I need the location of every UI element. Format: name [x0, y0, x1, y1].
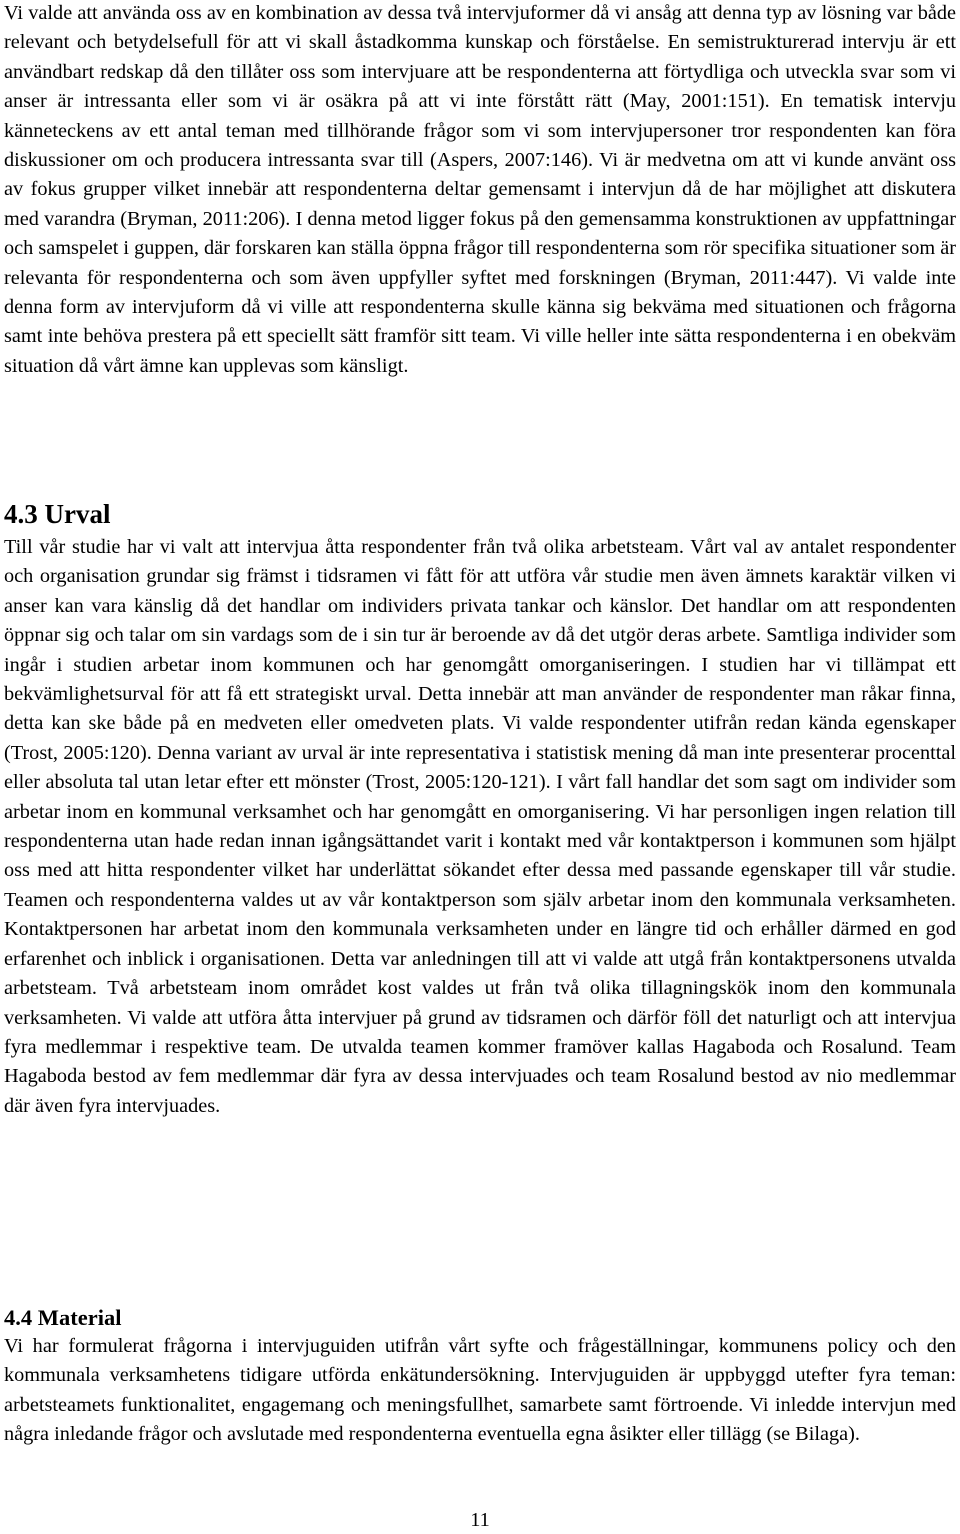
section-heading-material: 4.4 Material [4, 1305, 122, 1330]
body-paragraph-urval: Till vår studie har vi valt att intervjua åtta respondenter från två olika arbetsteam. Vårt val av antalet respondenter och organisation grundar sig främst i tidsramen vi fått för att utföra vår studie men även ämnets karaktär vilken vi anser kan vara känslig då det handlar om individers privata tankar och känslor. Det handlar om att respondenten öppnar sig och talar om sin vardags som de i sin tur är beroende av då det utgör deras arbete. Samtliga individer som ingår i studien arbetar inom kommunen och har genomgått omorganiseringen. I studien har vi tillämpat ett bekvämlighetsurval för att få ett strategiskt urval. Detta innebär att man använder de respondenter man råkar finna, detta kan ske både på en medveten eller omedveten plats. Vi valde respondenter utifrån redan kända egenskaper (Trost, 2005:120). Denna variant av urval är inte representativa i statistisk mening då man inte presenterar procenttal eller absoluta tal utan letar efter ett mönster (Trost, 2005:120-121). I vårt fall handlar det som sagt om individer som arbetar inom en kommunal verksamhet och har genomgått en omorganisering. Vi har personligen ingen relation till respondenterna utan hade redan innan igångsättandet varit i kontakt med vår kontaktperson i kommunen som hjälpt oss med att hitta respondenter vilket har underlättat sökandet efter dessa med passande egenskaper till vår studie. Teamen och respondenterna valdes ut av vår kontaktperson som själv arbetar inom den kommunala verksamheten. Kontaktpersonen har arbetat inom den kommunala verksamheten under en längre tid och erhåller därmed en god erfarenhet och inblick i organisationen. Detta var anledningen till att vi valde att utgå från kontaktpersonens utvalda arbetsteam. Två arbetsteam inom området kost valdes ut från två olika tillagningskök inom den kommunala verksamheten. Vi valde att utföra åtta intervjuer på grund av tidsramen och därför föll det naturligt och att intervjua fyra medlemmar i respektive team. De utvalda teamen kommer framöver kallas Hagaboda och Rosalund. Team Hagaboda bestod av fem medlemmar där fyra av dessa intervjuades och team Rosalund bestod av nio medlemmar där även fyra intervjuades. [4, 536, 956, 1117]
section-heading-urval: 4.3 Urval [4, 499, 111, 529]
page-number: 11 [470, 1509, 490, 1531]
body-paragraph-methods: Vi valde att använda oss av en kombination av dessa två intervjuformer då vi ansåg att denna typ av lösning var både relevant och betydelsefull för att vi skall åstadkomma kunskap och förståelse. En semistrukturerad intervju är ett användbart redskap då den tillåter oss som intervjuare att be respondenterna att förtydliga och utveckla svar som vi anser är intressanta eller som vi är osäkra på att vi inte förstått rätt (May, 2001:151). En tematisk intervju känneteckens av ett antal teman med tillhörande frågor som vi som intervjupersoner tror respondenten kan föra diskussioner om och producera intressanta svar till (Aspers, 2007:146). Vi är medvetna om att vi kunde använt oss av fokus grupper vilket innebär att respondenterna deltar gemensamt i intervjun då de har möjlighet att diskutera med varandra (Bryman, 2011:206). I denna metod ligger fokus på den gemensamma konstruktionen av uppfattningar och samspelet i guppen, där forskaren kan ställa öppna frågor till respondenterna som rör specifika situationer som är relevanta för respondenterna och som även uppfyller syftet med forskningen (Bryman, 2011:447). Vi valde inte denna form av intervjuform då vi ville att respondenterna skulle känna sig bekväma med situationen och frågorna samt inte behöva prestera på ett speciellt sätt framför sitt team. Vi ville heller inte sätta respondenterna i en obekväm situation då vårt ämne kan upplevas som känsligt. [4, 2, 956, 377]
body-paragraph-material: Vi har formulerat frågorna i intervjuguiden utifrån vårt syfte och frågeställningar, kommunens policy och den kommunala verksamhetens tidigare utförda enkätundersökning. Intervjuguiden är uppbyggd utefter fyra teman: arbetsteamets funktionalitet, engagemang och meningsfullhet, samarbete samt förtroende. Vi inledde intervjun med några inledande frågor och avslutade med respondenterna eventuella egna åsikter eller tillägg (se Bilaga). [4, 1335, 956, 1446]
